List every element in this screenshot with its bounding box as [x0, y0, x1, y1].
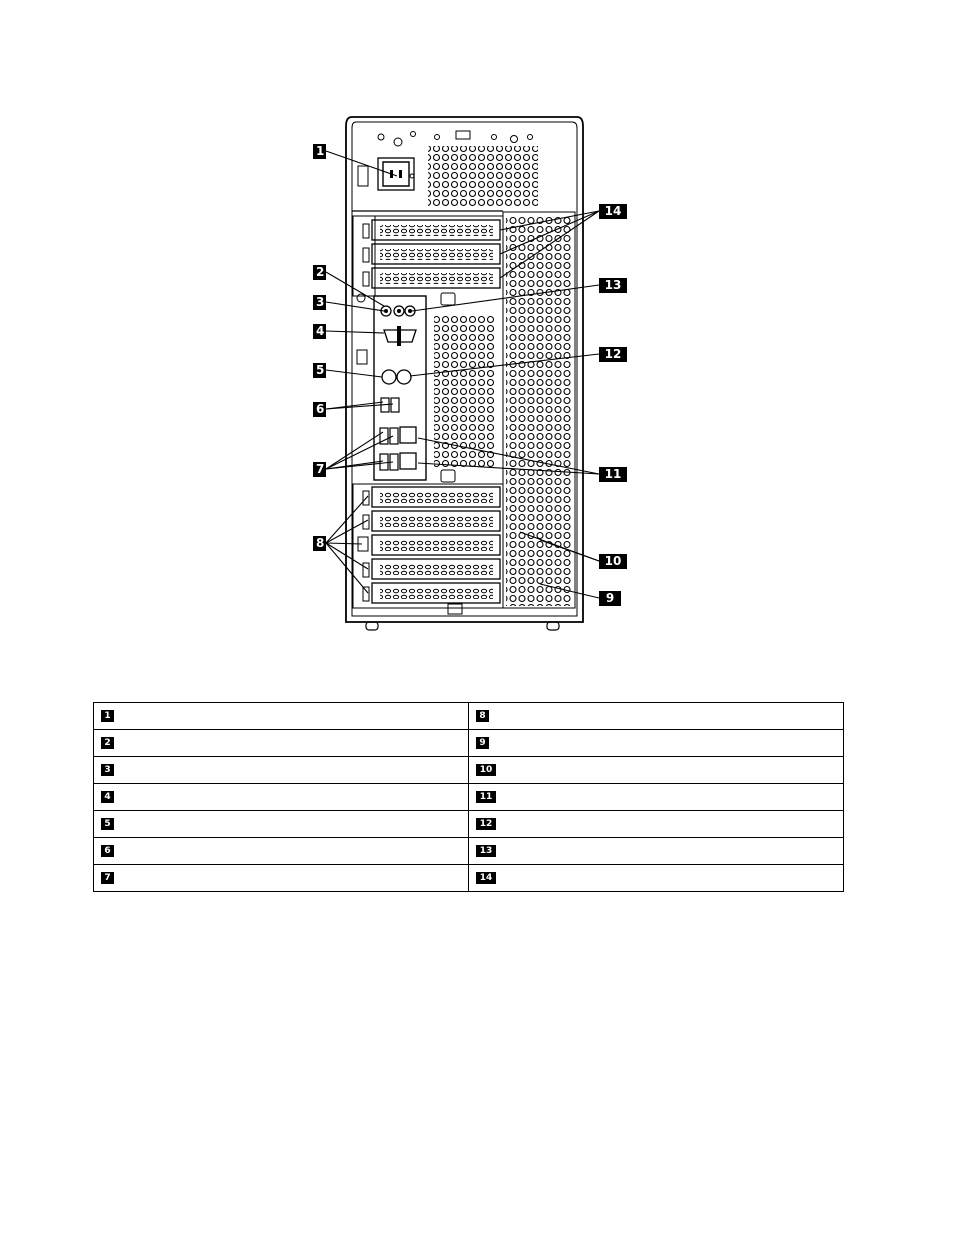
callout-13: 13	[599, 278, 627, 293]
callout-number-badge: 6	[101, 845, 114, 857]
middle-vent	[434, 315, 496, 467]
callout-3: 3	[313, 295, 326, 310]
legend-row	[94, 865, 844, 892]
legend-cell-left	[94, 757, 469, 784]
callout-number-badge: 8	[476, 710, 489, 722]
callout-number-badge: 11	[476, 791, 496, 803]
callout-6: 6	[313, 402, 326, 417]
callout-number-badge: 14	[476, 872, 496, 884]
callout-10: 10	[599, 554, 627, 569]
callout-12: 12	[599, 347, 627, 362]
callout-7: 7	[313, 462, 326, 477]
legend-cell-left	[94, 730, 469, 757]
callout-11: 11	[599, 467, 627, 482]
callout-number-badge: 3	[101, 764, 114, 776]
legend-cell-right	[469, 703, 844, 730]
legend-row	[94, 757, 844, 784]
legend-cell-right	[469, 757, 844, 784]
legend-cell-left	[94, 784, 469, 811]
legend-cell-right	[469, 730, 844, 757]
callout-number-badge: 1	[101, 710, 114, 722]
upper-pci-slots	[353, 216, 500, 296]
legend-cell-right	[469, 838, 844, 865]
psu-vent	[428, 146, 538, 206]
legend-cell-right	[469, 784, 844, 811]
legend-row	[94, 703, 844, 730]
legend-cell-right	[469, 811, 844, 838]
foot-left	[366, 622, 378, 630]
callout-1: 1	[313, 144, 326, 159]
power-connector	[383, 162, 409, 186]
callout-number-badge: 7	[101, 872, 114, 884]
callout-number-badge: 5	[101, 818, 114, 830]
callout-number-badge: 12	[476, 818, 496, 830]
legend-row	[94, 784, 844, 811]
lower-pci-slots	[353, 484, 503, 614]
callout-number-badge: 9	[476, 737, 489, 749]
callout-4: 4	[313, 324, 326, 339]
legend-row	[94, 730, 844, 757]
legend-row	[94, 811, 844, 838]
callout-5: 5	[313, 363, 326, 378]
component-legend-table	[93, 702, 844, 892]
callout-number-badge: 13	[476, 845, 496, 857]
legend-cell-right	[469, 865, 844, 892]
callout-number-badge: 2	[101, 737, 114, 749]
foot-right	[547, 622, 559, 630]
callout-number-badge: 10	[476, 764, 496, 776]
legend-cell-left	[94, 865, 469, 892]
legend-table-body	[94, 703, 844, 892]
legend-cell-left	[94, 838, 469, 865]
callout-2: 2	[313, 265, 326, 280]
callout-number-badge: 4	[101, 791, 114, 803]
legend-row	[94, 838, 844, 865]
callout-14: 14	[599, 204, 627, 219]
legend-cell-left	[94, 703, 469, 730]
callout-9: 9	[599, 591, 621, 606]
callout-8: 8	[313, 536, 326, 551]
legend-cell-left	[94, 811, 469, 838]
